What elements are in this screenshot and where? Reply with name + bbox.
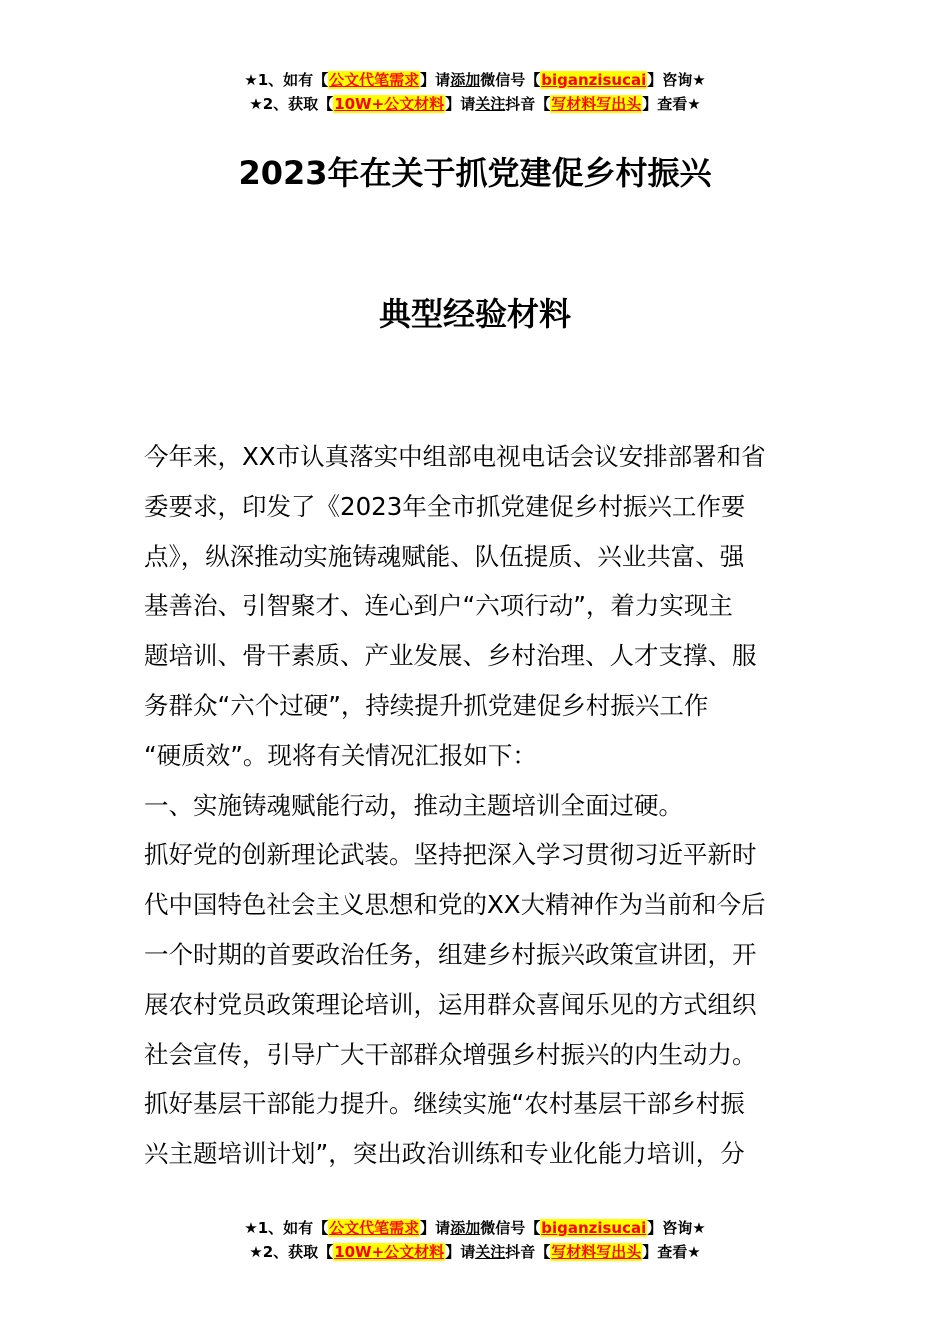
banner-text: 】请	[445, 95, 476, 113]
banner-underlined-word: 添加	[450, 1219, 481, 1237]
section-heading: 一、实施铸魂赋能行动，推动主题培训全面过硬。	[144, 790, 683, 820]
banner-text: 】请	[420, 1219, 451, 1237]
banner-highlight-wechat-id: biganzisucai	[541, 71, 647, 89]
banner-text: 微信号【	[480, 71, 541, 89]
document-title-line-1: 2023年在关于抓党建促乡村振兴	[238, 154, 712, 192]
banner-line-2	[0, 92, 950, 116]
body-line: 今年来，XX市认真落实中组部电视电话会议安排部署和省	[144, 442, 766, 471]
banner-line-1	[0, 68, 950, 92]
banner-line-2	[0, 1240, 950, 1264]
banner-text: 】查看★	[642, 1243, 701, 1261]
footer-banner	[0, 1216, 950, 1264]
banner-highlight-service: 公文代笔需求	[329, 1219, 420, 1237]
banner-text: 抖音【	[505, 1243, 551, 1261]
banner-underlined-word: 关注	[475, 95, 506, 113]
document-body	[144, 432, 808, 1179]
banner-underlined-word: 添加	[450, 71, 481, 89]
banner-text: ★1、如有【	[244, 1219, 329, 1237]
body-line: 点》，纵深推动实施铸魂赋能、队伍提质、兴业共富、强	[144, 541, 745, 571]
banner-highlight-materials: 10W+公文材料	[334, 1243, 445, 1261]
banner-text: 】请	[445, 1243, 476, 1261]
banner-text: ★2、获取【	[249, 95, 334, 113]
banner-underlined-word: 关注	[475, 1243, 506, 1261]
banner-highlight-materials: 10W+公文材料	[334, 95, 445, 113]
header-banner	[0, 68, 950, 116]
banner-text: ★2、获取【	[249, 1243, 334, 1261]
body-line: 抓好基层干部能力提升。继续实施“农村基层干部乡村振	[144, 1089, 745, 1119]
banner-line-1	[0, 1216, 950, 1240]
document-title-line-2: 典型经验材料	[378, 295, 571, 333]
banner-text: 】查看★	[642, 95, 701, 113]
banner-highlight-service: 公文代笔需求	[329, 71, 420, 89]
body-line: 展农村党员政策理论培训，运用群众喜闻乐见的方式组织	[144, 989, 757, 1019]
banner-highlight-douyin: 写材料写出头	[551, 95, 642, 113]
body-line: 一个时期的首要政治任务，组建乡村振兴政策宣讲团，开	[144, 939, 757, 969]
banner-text: 】咨询★	[647, 71, 706, 89]
body-line: “硬质效”。现将有关情况汇报如下：	[144, 740, 537, 770]
body-line: 委要求，印发了《2023年全市抓党建促乡村振兴工作要	[144, 491, 746, 521]
banner-text: 】请	[420, 71, 451, 89]
body-line: 题培训、骨干素质、产业发展、乡村治理、人才支撑、服	[144, 641, 757, 671]
body-line: 务群众“六个过硬”，持续提升抓党建促乡村振兴工作	[144, 690, 709, 720]
banner-text: 】咨询★	[647, 1219, 706, 1237]
body-line: 社会宣传，引导广大干部群众增强乡村振兴的内生动力。	[144, 1039, 757, 1069]
banner-text: 抖音【	[505, 95, 551, 113]
banner-highlight-douyin: 写材料写出头	[551, 1243, 642, 1261]
banner-text: 微信号【	[480, 1219, 541, 1237]
body-line: 兴主题培训计划”，突出政治训练和专业化能力培训，分	[144, 1139, 745, 1169]
body-line: 基善治、引智聚才、连心到户“六项行动”，着力实现主	[144, 591, 733, 621]
body-line: 抓好党的创新理论武装。坚持把深入学习贯彻习近平新时	[144, 840, 757, 870]
banner-highlight-wechat-id: biganzisucai	[541, 1219, 647, 1237]
body-line: 代中国特色社会主义思想和党的XX大精神作为当前和今后	[144, 890, 766, 920]
banner-text: ★1、如有【	[244, 71, 329, 89]
